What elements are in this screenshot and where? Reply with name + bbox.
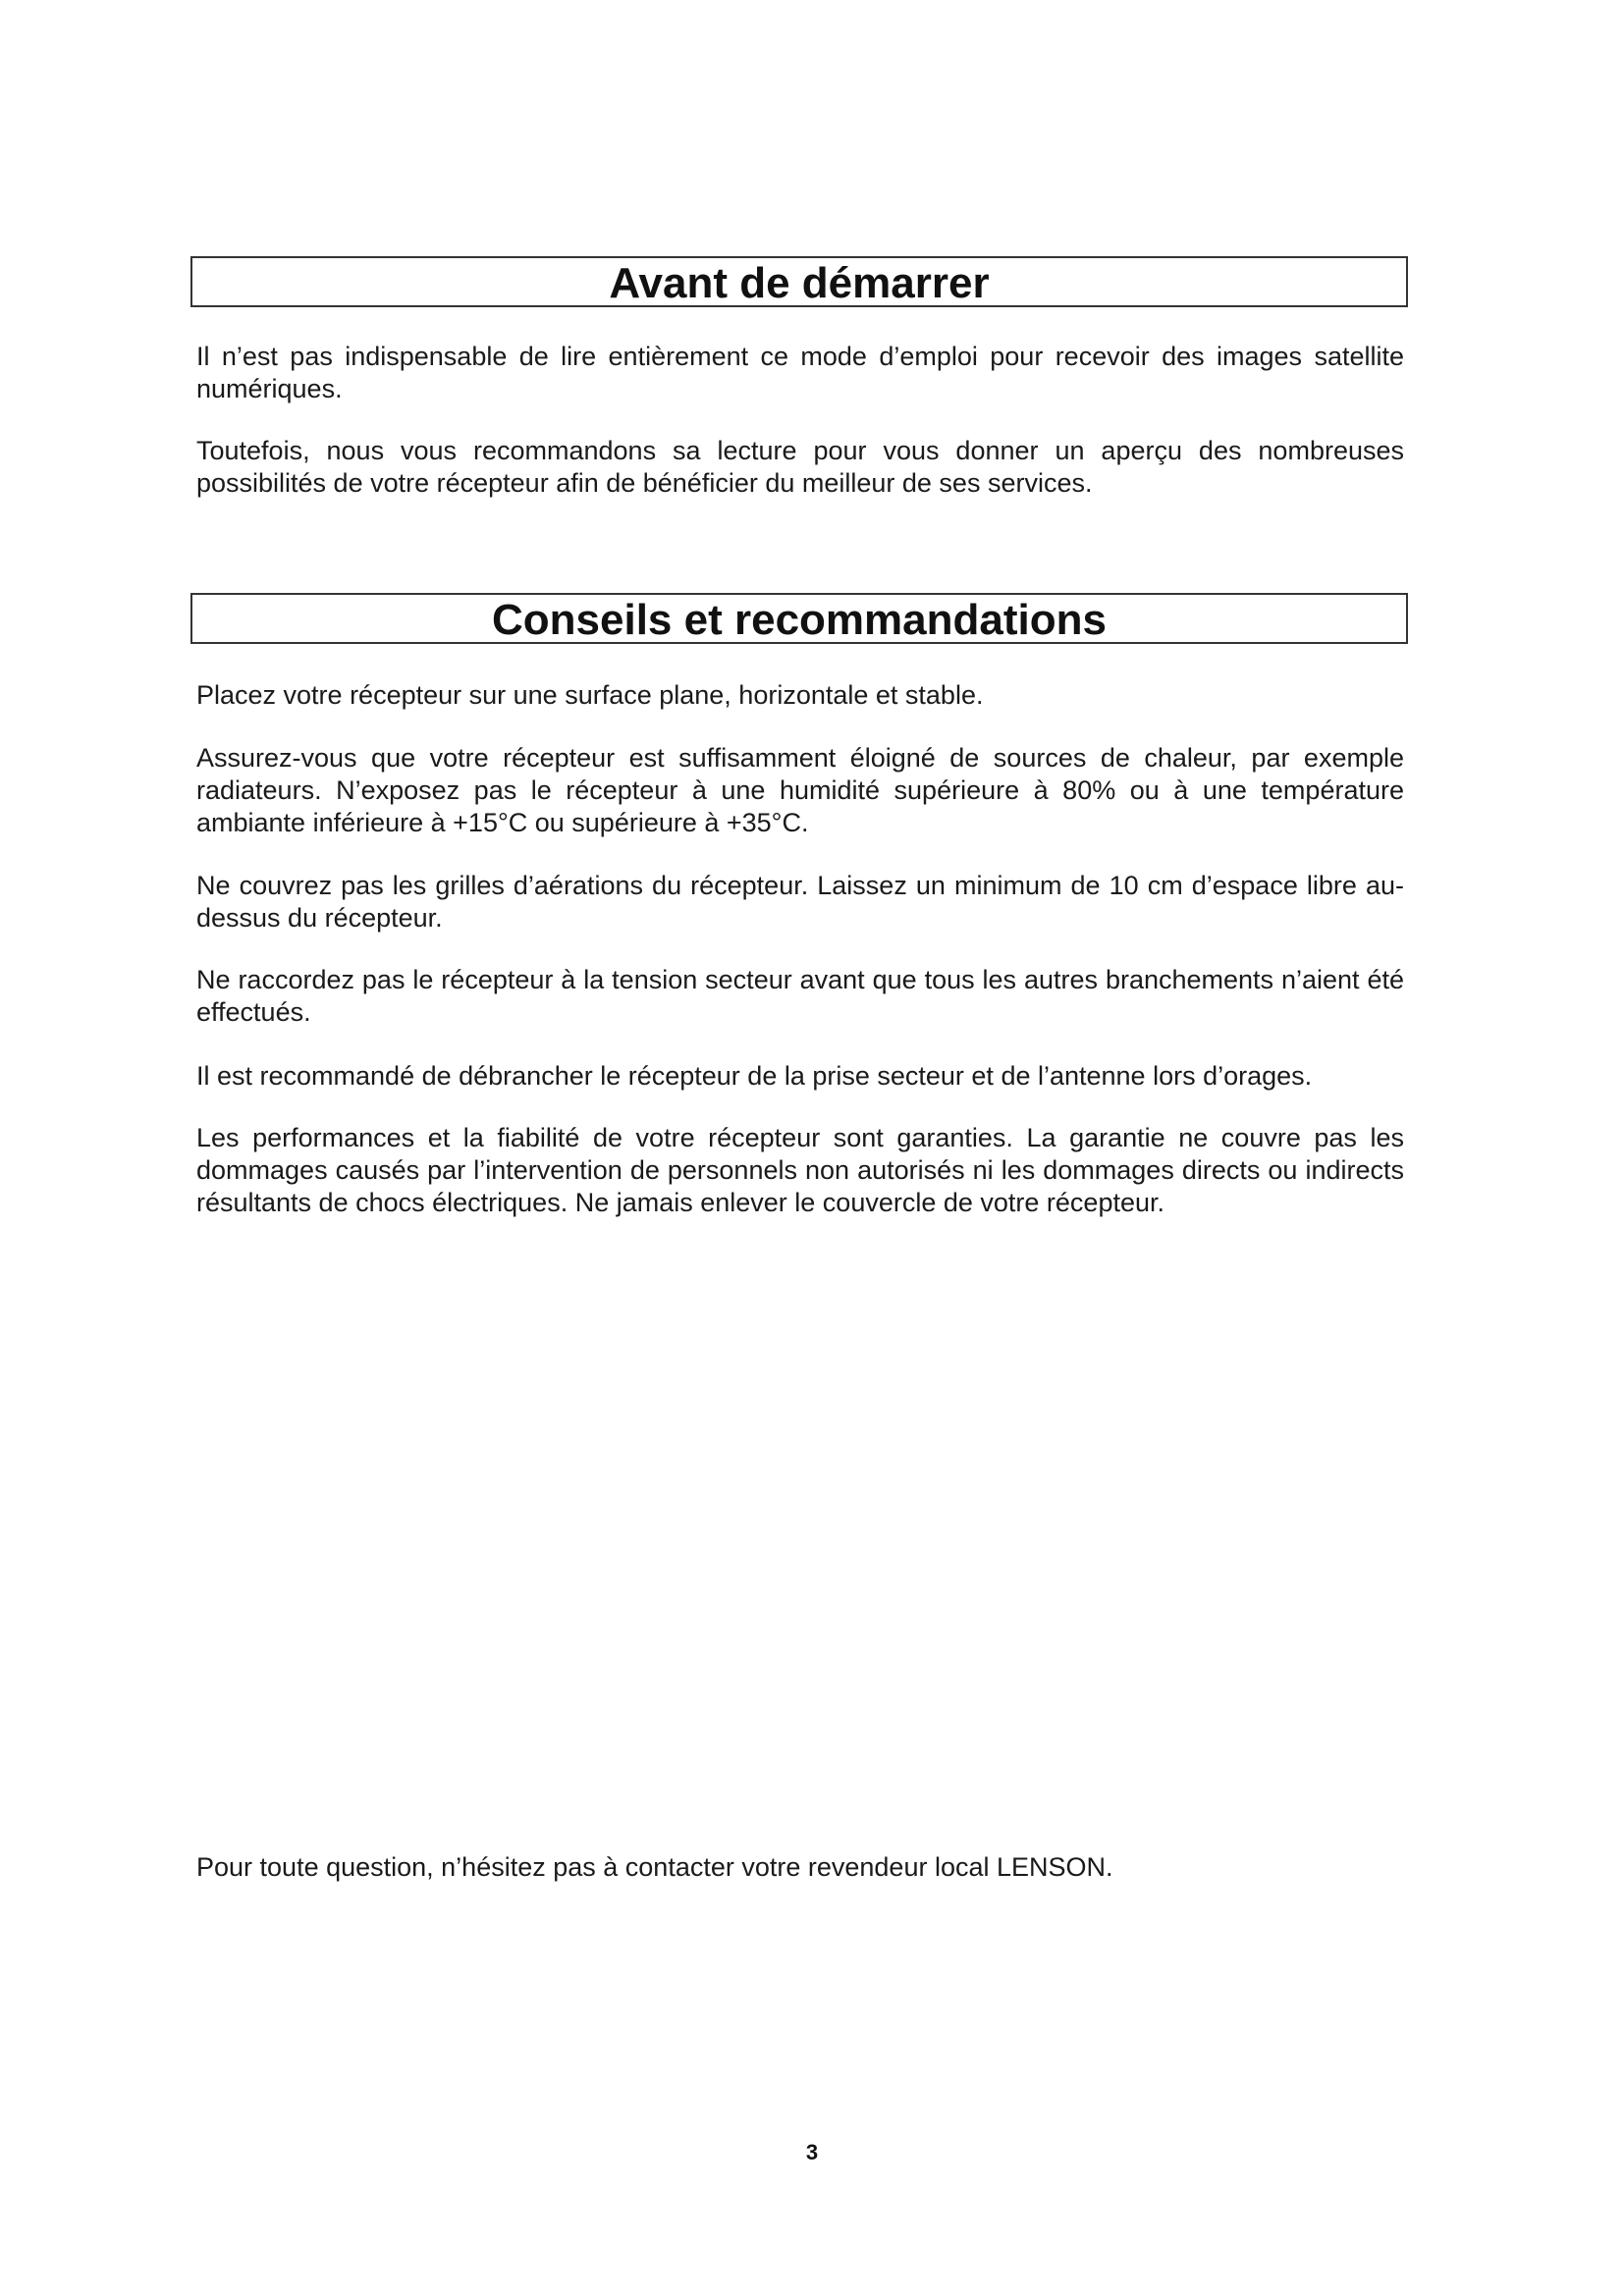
paragraph-conseil-4: Ne raccordez pas le récepteur à la tension secteur avant que tous les autres branchements n’aient été effectués. [196, 965, 1404, 1027]
section-heading-avant-de-demarrer: Avant de démarrer [190, 256, 1408, 307]
section-heading-conseils: Conseils et recommandations [190, 593, 1408, 644]
paragraph-intro-2: Toutefois, nous vous recommandons sa lecture pour vous donner un aperçu des nombreuses possibilités de votre récepteur afin de bénéficier du meilleur de ses services. [196, 436, 1404, 498]
page-number: 3 [805, 2140, 819, 2164]
paragraph-conseil-5: Il est recommandé de débrancher le récepteur de la prise secteur et de l’antenne lors d’orages. [196, 1061, 1313, 1091]
paragraph-contact: Pour toute question, n’hésitez pas à contacter votre revendeur local LENSON. [196, 1852, 1113, 1882]
paragraph-conseil-1: Placez votre récepteur sur une surface plane, horizontale et stable. [196, 680, 984, 710]
paragraph-intro-1: Il n’est pas indispensable de lire entièrement ce mode d’emploi pour recevoir des images satellite numériques. [196, 342, 1404, 403]
paragraph-conseil-3: Ne couvrez pas les grilles d’aérations du récepteur. Laissez un minimum de 10 cm d’espace libre au-dessus du récepteur. [196, 871, 1404, 933]
paragraph-conseil-2: Assurez-vous que votre récepteur est suffisamment éloigné de sources de chaleur, par exemple radiateurs. N’exposez pas le récepteur à une humidité supérieure à 80% ou à une température ambiante inférieure à +15°C ou supérieure à +35°C. [196, 743, 1404, 837]
paragraph-conseil-6: Les performances et la fiabilité de votre récepteur sont garanties. La garantie ne couvre pas les dommages causés par l’intervention de personnels non autorisés ni les dommages directs ou indirects résultants de chocs électriques. Ne jamais enlever le couvercle de votre récepteur. [196, 1123, 1404, 1217]
